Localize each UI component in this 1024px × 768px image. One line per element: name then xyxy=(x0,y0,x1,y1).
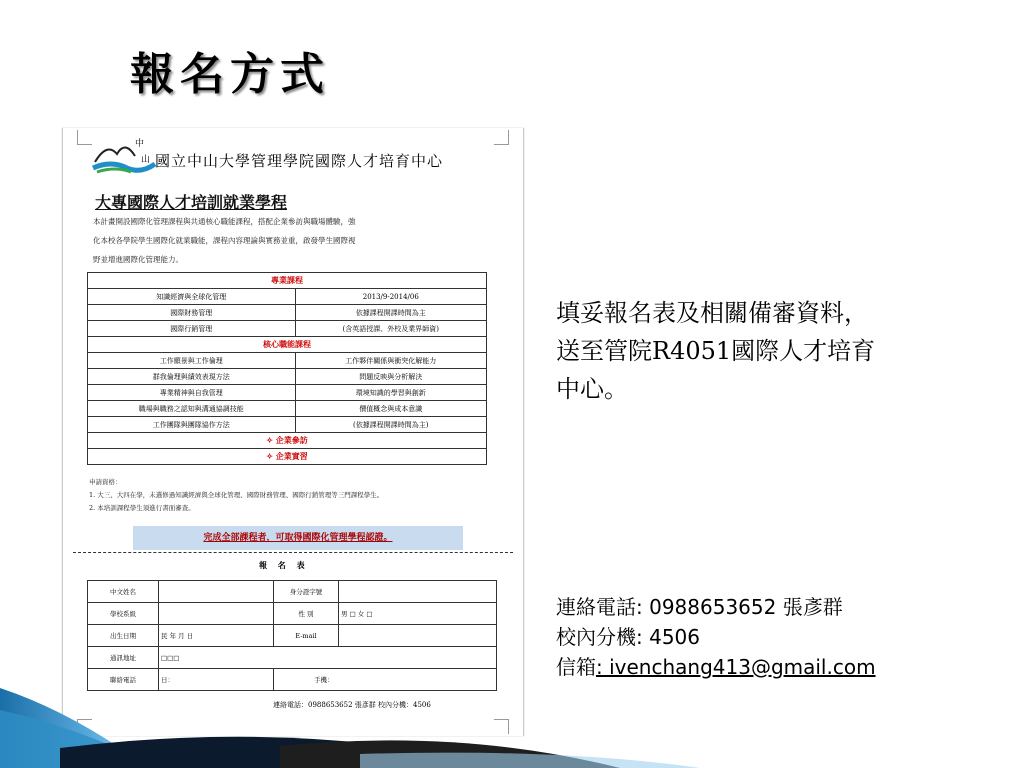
form-label: E-mail xyxy=(274,625,339,647)
email-label: 信箱 xyxy=(556,655,596,679)
form-label: 中文姓名 xyxy=(88,581,159,603)
svg-text:山: 山 xyxy=(141,155,151,165)
form-label: 性 別 xyxy=(274,603,339,625)
form-value xyxy=(159,581,274,603)
registration-form-title: 報 名 表 xyxy=(259,560,309,570)
course-cell: 專業精神與自我管理 xyxy=(88,385,296,401)
form-label: 學校系級 xyxy=(88,603,159,625)
course-cell: 國際財務管理 xyxy=(88,305,296,321)
intro-line: 化本校各學院學生國際化就業職能，課程內容理論與實務並重，啟發學生國際視 xyxy=(93,236,356,245)
form-value: 民 年 月 日 xyxy=(159,625,274,647)
program-title: 大專國際人才培訓就業學程 xyxy=(95,193,288,212)
professional-courses-header: 專業課程 xyxy=(88,273,487,289)
extension-label: 校內分機 xyxy=(556,625,636,649)
course-cell: 工作願景與工作倫理 xyxy=(88,353,296,369)
phone-line xyxy=(556,592,876,622)
course-cell: 環境知識的學習與創新 xyxy=(295,385,486,401)
form-value: □□□ xyxy=(159,647,497,669)
crop-mark xyxy=(77,130,92,145)
program-intro xyxy=(93,212,493,269)
institution-logo xyxy=(91,134,157,176)
instruction-line: 填妥報名表及相關備審資料， xyxy=(556,299,868,327)
course-cell: (含英語授課、外校及業界師資) xyxy=(295,321,486,337)
form-label: 通訊地址 xyxy=(88,647,159,669)
internship-row: ✧ 企業實習 xyxy=(88,449,487,465)
course-cell: 職場與職務之認知與溝通協調技能 xyxy=(88,401,296,417)
submission-instructions xyxy=(556,294,996,408)
form-label: 身分證字號 xyxy=(274,581,339,603)
form-label: 手機： xyxy=(274,669,497,691)
course-cell: 依據課程開課時間為主 xyxy=(295,305,486,321)
crop-mark xyxy=(494,130,509,145)
core-courses-header: 核心職能課程 xyxy=(88,337,487,353)
instruction-line: 送至管院R4051國際人才培育 xyxy=(556,337,876,365)
course-cell: 群我倫理與績效表現方法 xyxy=(88,369,296,385)
email-link[interactable]: : ivenchang413@gmail.com xyxy=(596,655,876,679)
qualification-title: 申請資格： xyxy=(89,478,122,486)
registration-form-image xyxy=(62,128,524,736)
course-cell: (依據課程開課時間為主) xyxy=(295,417,486,433)
svg-text:中: 中 xyxy=(135,139,145,149)
course-cell: 問題反映與分析解決 xyxy=(295,369,486,385)
phone-value: : 0988653652 xyxy=(636,595,777,619)
institution-name: 國立中山大學管理學院國際人才培育中心 xyxy=(155,152,444,170)
phone-label: 連絡電話 xyxy=(556,595,636,619)
form-value xyxy=(159,603,274,625)
intro-line: 本計畫開設國際化管理課程與共通核心職能課程，搭配企業參訪與職場體驗，強 xyxy=(93,217,356,226)
slide-title: 報名方式 xyxy=(130,49,330,100)
course-cell: 工作夥伴關係與衝突化解能力 xyxy=(295,353,486,369)
contact-person: 張彥群 xyxy=(782,595,843,619)
course-cell: 工作團隊與團隊協作方法 xyxy=(88,417,296,433)
extension-value: : 4506 xyxy=(636,625,700,649)
form-label: 聯絡電話 xyxy=(88,669,159,691)
course-cell: 價值概念與成本意識 xyxy=(295,401,486,417)
form-label: 出生日期 xyxy=(88,625,159,647)
intro-line: 野並增進國際化管理能力。 xyxy=(93,255,183,264)
form-value: 日： xyxy=(159,669,274,691)
decorative-wave xyxy=(0,658,1024,768)
qualifications xyxy=(89,476,509,515)
form-value xyxy=(339,625,497,647)
form-footer-contact: 連絡電話：0988653652 張彥群 校內分機：4506 xyxy=(273,701,431,709)
course-cell: 2013/9-2014/06 xyxy=(295,289,486,305)
course-cell: 國際行銷管理 xyxy=(88,321,296,337)
form-value: 男 □ 女 □ xyxy=(339,603,497,625)
course-table xyxy=(87,272,487,465)
company-visit-row: ✧ 企業參訪 xyxy=(88,433,487,449)
qualification-item: 1. 大三、大四在學，未選修過知識經濟與全球化管理、國際財務管理、國際行銷管理等三門課程學生。 xyxy=(89,491,384,499)
course-cell: 知識經濟與全球化管理 xyxy=(88,289,296,305)
certification-note: 完成全部課程者，可取得國際化管理學程認證。 xyxy=(133,526,463,550)
instruction-line: 中心。 xyxy=(556,375,628,403)
form-value xyxy=(339,581,497,603)
cut-line xyxy=(73,552,513,553)
extension-line xyxy=(556,622,876,652)
qualification-item: 2. 本培訓課程學生須進行書面審查。 xyxy=(89,504,195,512)
